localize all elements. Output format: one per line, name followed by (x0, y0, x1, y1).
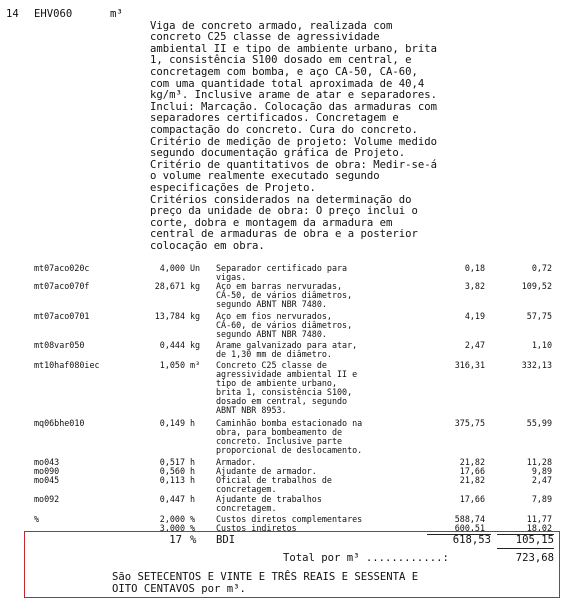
row-qty: 28,671 (154, 281, 185, 291)
bdi-price: 618,53 (452, 534, 491, 546)
row-description: obra, para bombeamento de (216, 426, 343, 437)
total-value: 723,68 (515, 552, 554, 564)
row-description: brita 1, consistência S100, (216, 386, 353, 397)
row-description: Aço em barras nervuradas, (216, 281, 343, 291)
row-qty: 1,050 (159, 360, 185, 370)
row-unit: h (190, 475, 196, 485)
row-qty: 0,517 (159, 457, 185, 467)
row-qty: 4,000 (159, 263, 185, 273)
total-label: Total por m³ ............: (283, 552, 449, 564)
row-price: 375,75 (454, 418, 485, 428)
row-unit: h (190, 457, 196, 467)
row-description: ABNT NBR 8953. (216, 404, 287, 415)
row-price: 3,82 (464, 281, 485, 291)
row-total: 109,52 (521, 281, 552, 291)
row-code: mt10haf080iec (34, 360, 100, 370)
row-code: mt08var050 (34, 340, 85, 350)
row-total: 7,89 (531, 494, 552, 504)
row-unit: m³ (190, 360, 201, 370)
row-qty: 2,000 (159, 514, 185, 524)
row-qty: 0,560 (159, 466, 185, 476)
row-description: Aço em fios nervurados, (216, 311, 332, 321)
row-description: concretagem. (216, 483, 277, 494)
row-code: mt07aco070f (34, 281, 90, 291)
row-code: mo090 (34, 466, 60, 476)
row-description: Concreto C25 classe de (216, 360, 327, 370)
row-unit: h (190, 418, 196, 428)
row-unit: kg (190, 340, 201, 350)
amount-in-words-line2: OITO CENTAVOS por m³. (112, 583, 246, 595)
row-total: 0,72 (531, 263, 552, 273)
row-description: concreto. Inclusive parte (216, 435, 343, 446)
amount-in-words-line1: São SETECENTOS E VINTE E TRÊS REAIS E SESSENTA E (112, 571, 419, 583)
row-qty: 0,444 (159, 340, 185, 350)
item-description: Viga de concreto armado, realizada com concreto C25 classe de agressividade ambiental II e tipo de ambiente urbano, brita 1, consistência S100 dosado em central, e concretagem com bomba, e aço CA-50, CA-60, com uma quantidade total aproximada de 40,4 kg/m³. Inclusive arame de atar e separadores. Inclui: Marcação. Colocação das armaduras com separadores certificados. Concretagem e compactação do concreto. Cura do concreto. Critério de medição de projeto: Volume medido segundo documentação gráfica de Projeto. Critério de quantitativos de obra: Medir-se-á o volume realmente executado segundo especificações de Projeto. Critérios considerados na determinação do preço da unidade de obra: O preço inclui o corte, dobra e montagem da armadura em central de armaduras de obra e a posterior colocação em obra. (150, 19, 438, 252)
row-description: dosado em central, segundo (216, 395, 348, 406)
row-price: 0,18 (464, 263, 485, 273)
row-code: % (34, 514, 40, 524)
row-qty: 0,149 (159, 418, 185, 428)
row-description: Separador certificado para (216, 263, 348, 273)
row-total: 18,02 (526, 523, 552, 533)
row-qty: 0,447 (159, 494, 185, 504)
bdi-label: BDI (216, 534, 236, 546)
row-description: Custos diretos complementares (216, 514, 363, 524)
item-code: EHV060 (34, 8, 73, 20)
row-total: 9,89 (531, 466, 552, 476)
row-qty: 0,113 (159, 475, 185, 485)
row-description: proporcional de deslocamento. (216, 444, 363, 455)
row-description: segundo ABNT NBR 7480. (216, 298, 327, 309)
bdi-qty: 17 (169, 534, 182, 546)
row-unit: kg (190, 311, 201, 321)
row-description: Ajudante de armador. (216, 466, 317, 476)
row-description: Oficial de trabalhos de (216, 475, 332, 485)
row-price: 4,19 (464, 311, 485, 321)
row-description: concretagem. (216, 502, 277, 513)
row-unit: % (190, 514, 196, 524)
row-description: vigas. (216, 271, 247, 282)
bdi-unit: % (190, 534, 197, 546)
row-price: 2,47 (464, 340, 485, 350)
row-unit: h (190, 466, 196, 476)
item-number: 14 (6, 8, 19, 20)
row-price: 21,82 (459, 475, 485, 485)
row-total: 332,13 (521, 360, 552, 370)
row-description: CA-60, de vários diâmetros, (216, 319, 353, 330)
row-description: de 1,30 mm de diâmetro. (216, 348, 332, 359)
row-qty: 3,000 (159, 523, 185, 533)
row-description: Armador. (216, 457, 257, 467)
row-price: 316,31 (454, 360, 485, 370)
row-description: segundo ABNT NBR 7480. (216, 328, 327, 339)
row-unit: % (190, 523, 196, 533)
row-unit: kg (190, 281, 201, 291)
row-code: mo092 (34, 494, 60, 504)
row-unit: h (190, 494, 196, 504)
row-price: 17,66 (459, 494, 485, 504)
row-price: 17,66 (459, 466, 485, 476)
row-description: Ajudante de trabalhos (216, 494, 322, 504)
row-price: 588,74 (454, 514, 485, 524)
row-code: mq06bhe010 (34, 418, 85, 428)
row-code: mo043 (34, 457, 60, 467)
row-total: 1,10 (531, 340, 552, 350)
row-total: 11,28 (526, 457, 552, 467)
bdi-total: 105,15 (515, 534, 554, 546)
row-description: Custos indiretos (216, 523, 297, 533)
row-code: mt07aco0701 (34, 311, 90, 321)
row-price: 21,82 (459, 457, 485, 467)
bdi-rule (497, 548, 554, 549)
row-total: 57,75 (526, 311, 552, 321)
row-total: 2,47 (531, 475, 552, 485)
row-description: Arame galvanizado para atar, (216, 340, 358, 350)
row-qty: 13,784 (154, 311, 185, 321)
row-description: tipo de ambiente urbano, (216, 377, 338, 388)
row-code: mt07aco020c (34, 263, 90, 273)
row-total: 11,77 (526, 514, 552, 524)
row-code: mo045 (34, 475, 60, 485)
item-unit: m³ (110, 8, 123, 20)
row-description: Caminhão bomba estacionado na (216, 418, 363, 428)
row-total: 55,99 (526, 418, 552, 428)
row-description: CA-50, de vários diâmetros, (216, 289, 353, 300)
row-unit: Un (190, 263, 201, 273)
row-price: 600,51 (454, 523, 485, 533)
row-description: agressividade ambiental II e (216, 368, 358, 379)
